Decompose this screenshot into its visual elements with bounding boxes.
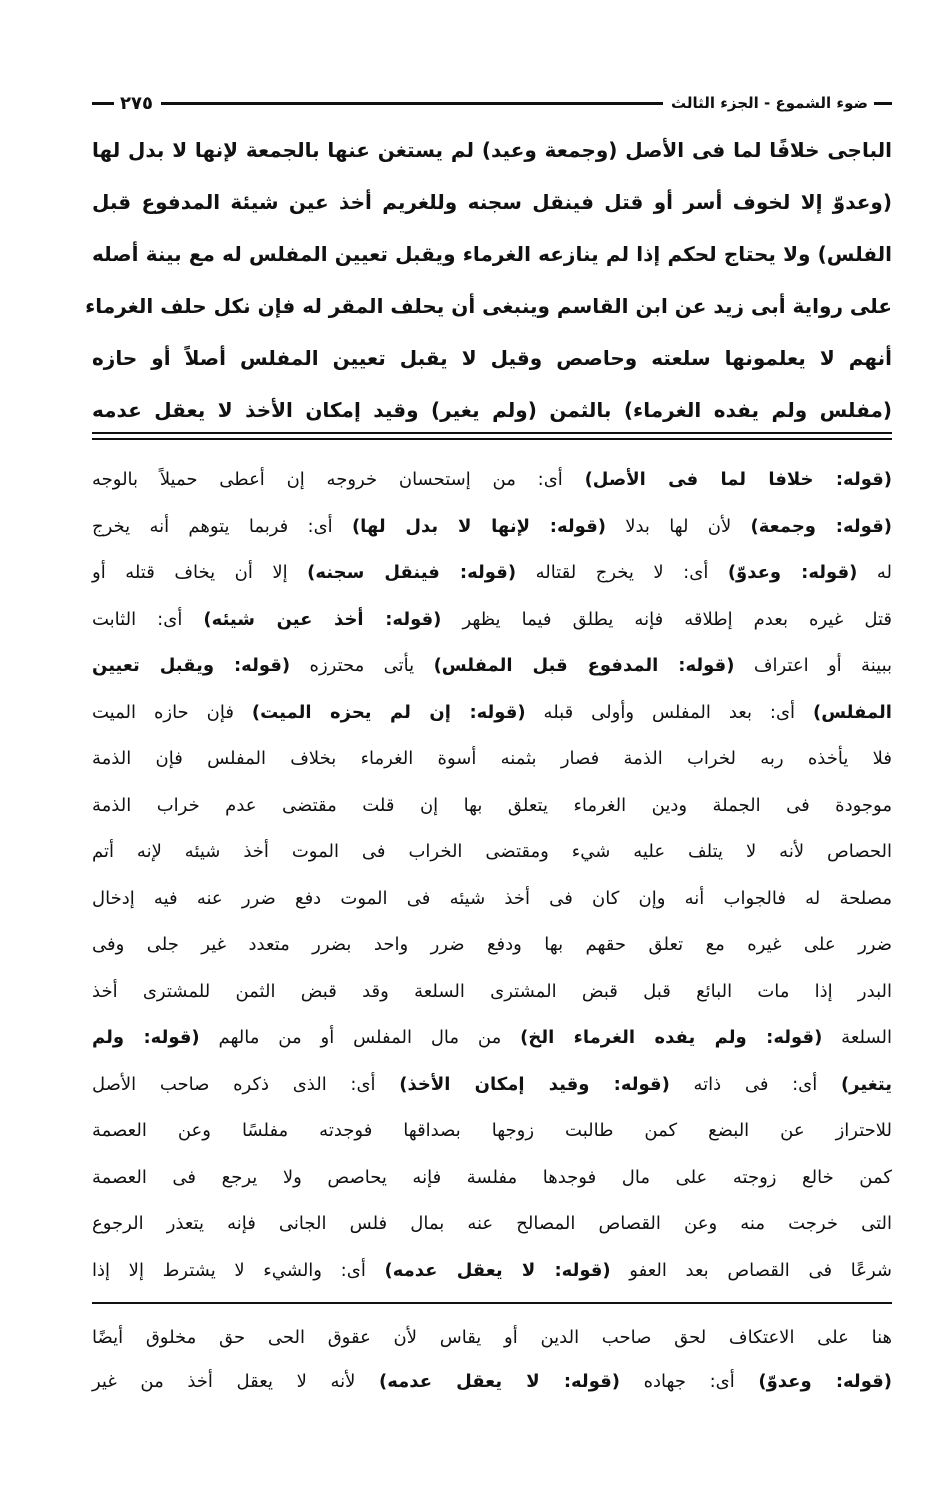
text-segment: فلا يأخذه ربه لخراب الذمة فصار بثمنه أسوة الغرماء بخلاف المفلس فإن الذمة	[92, 748, 892, 769]
quoted-term: (قوله: إن لم يحزه الميت)	[251, 701, 526, 723]
text-segment: أى: الذى ذكره صاحب الأصل	[92, 1073, 400, 1095]
quoted-term: (قوله: فينقل سجنه)	[307, 562, 517, 583]
quoted-term: (قوله: خلافا لما فى الأصل)	[584, 469, 893, 490]
text-line	[92, 697, 892, 744]
text-line	[92, 836, 892, 883]
text-line	[92, 464, 892, 511]
header-rule-start	[874, 102, 892, 105]
text-segment: كمن خالع زوجته على مال فوجدها مفلسة فإنه يحاصص ولا يرجع فى العصمة	[92, 1166, 892, 1188]
text-line	[92, 1069, 892, 1116]
quoted-term: (قوله: وجمعة)	[750, 515, 892, 537]
quoted-term: (قوله: ولم	[92, 1027, 200, 1048]
text-line	[92, 650, 892, 697]
text-line	[92, 883, 892, 930]
quoted-term: (قوله: وعدوّ)	[758, 1371, 892, 1392]
quoted-term: (قوله: لا يعقل عدمه)	[384, 1259, 611, 1281]
text-segment: الحصاص لأنه لا يتلف عليه شيء ومقتضى الخراب فى الموت أخذ شيئه لإنه أتم	[92, 841, 892, 862]
footnote-text	[92, 1322, 892, 1410]
header-rule-end	[92, 102, 114, 105]
text-line	[92, 604, 892, 651]
text-segment: لأن لها بدلا	[605, 515, 751, 537]
text-segment: الفلس) ولا يحتاج لحكم إذا لم ينازعه الغرماء ويقبل تعيين المفلس له مع بينة أصله	[92, 242, 892, 266]
text-segment: أى: لا يخرج لقتاله	[516, 562, 728, 583]
quoted-term: (قوله: ولم يفده الغرماء الخ)	[520, 1027, 823, 1048]
text-line	[92, 511, 892, 558]
text-segment: (وعدوّ إلا لخوف أسر أو قتل فينقل سجنه وللغريم أخذ عين شيئة المدفوع قبل	[92, 190, 892, 214]
text-segment: على رواية أبى زيد عن ابن القاسم وينبغى أن يحلف المقر له فإن نكل حلف الغرماء	[85, 294, 892, 318]
text-segment: أى: من إستحسان خروجه إن أعطى حميلاً بالوجه	[92, 469, 585, 490]
quoted-term: (قوله: المدفوع قبل المفلس)	[433, 655, 735, 676]
text-line	[92, 134, 892, 186]
text-segment: (مفلس ولم يفده الغرماء) بالثمن (ولم يغير) وقيد إمكان الأخذ لا يعقل عدمه	[92, 398, 892, 422]
quoted-term: المفلس)	[813, 701, 892, 723]
text-segment: أى: بعد المفلس وأولى قبله	[525, 701, 813, 723]
text-segment: أى: والشيء لا يشترط إلا إذا	[92, 1259, 385, 1281]
text-segment: الباجى خلافًا لما فى الأصل (وجمعة وعيد) لم يستغن عنها بالجمعة لإنها لا بدل لها	[92, 138, 892, 162]
text-segment: ببينة أو اعتراف	[734, 655, 893, 676]
text-segment: للاحتراز عن البضع كمن طالبت زوجها بصداقها فوجدته مفلسًا وعن العصمة	[92, 1120, 892, 1141]
text-segment: أى: جهاده	[620, 1371, 759, 1392]
text-segment: ضرر على غيره مع تعلق حقهم بها ودفع ضرر واحد بضرر متعدد غير جلى وفى	[92, 934, 892, 955]
text-line	[92, 1022, 892, 1069]
header-rule	[161, 102, 663, 105]
text-line	[92, 238, 892, 290]
text-segment: أنهم لا يعلمونها سلعته وحاصص وقيل لا يقبل تعيين المفلس أصلاً أو حازه	[92, 346, 892, 370]
text-line	[92, 186, 892, 238]
text-segment: هنا على الاعتكاف لحق صاحب الدين أو يقاس لأن عقوق الحى حق مخلوق أيضًا	[92, 1327, 892, 1348]
text-line	[85, 290, 892, 342]
text-segment: يأتى محترزه	[290, 655, 434, 676]
text-segment: مصلحة له فالجواب أنه وإن كان فى أخذ شيئه فى الموت دفع ضرر عنه فيه إدخال	[92, 887, 892, 909]
quoted-term: (قوله: وقيد إمكان الأخذ)	[399, 1073, 670, 1095]
page-number: ٢٧٥	[120, 92, 153, 114]
text-line	[92, 1366, 892, 1410]
quoted-term: (قوله: لإنها لا بدل لها)	[351, 515, 606, 537]
text-segment: أى: فى ذاته	[669, 1073, 841, 1095]
quoted-term: (قوله: ويقبل تعيين	[92, 655, 291, 676]
text-line	[92, 790, 892, 837]
text-segment: أى: الثابت	[92, 608, 204, 630]
text-segment: موجودة فى الجملة ودين الغرماء يتعلق بها إن قلت مقتضى عدم خراب الذمة	[92, 794, 892, 816]
running-header	[92, 88, 892, 118]
text-line	[92, 1115, 892, 1162]
quoted-term: يتغير)	[840, 1073, 892, 1095]
text-line	[92, 342, 892, 394]
text-line	[92, 1162, 892, 1209]
text-line	[92, 976, 892, 1023]
text-segment: البدر إذا مات البائع قبل قبض المشترى السلعة وقد قبض الثمن للمشترى أخذ	[92, 980, 892, 1002]
text-segment: لأنه لا يعقل أخذ من غير	[92, 1371, 380, 1392]
text-line	[92, 1322, 892, 1366]
main-text	[85, 134, 892, 446]
text-line	[92, 557, 892, 604]
text-segment: من مال المفلس أو من مالهم	[199, 1027, 521, 1048]
text-line	[92, 743, 892, 790]
double-divider	[92, 432, 892, 440]
text-line	[92, 1208, 892, 1255]
text-segment: أى: فربما يتوهم أنه يخرج	[92, 515, 352, 537]
commentary-text	[92, 464, 892, 1301]
text-segment: السلعة	[822, 1027, 893, 1048]
text-segment: التى خرجت منه وعن القصاص المصالح عنه بمال فلس الجانى فإنه يتعذر الرجوع	[92, 1213, 892, 1234]
book-title: ضوء الشموع - الجزء الثالث	[670, 94, 868, 112]
text-segment: شرعًا فى القصاص بعد العفو	[610, 1259, 892, 1281]
text-line	[92, 1255, 892, 1302]
quoted-term: (قوله: وعدوّ)	[727, 562, 858, 583]
text-line	[92, 929, 892, 976]
quoted-term: (قوله: أخذ عين شيئه)	[203, 608, 442, 630]
text-segment: له	[857, 562, 892, 583]
text-segment: فإن حازه الميت	[92, 701, 252, 723]
text-segment: إلا أن يخاف قتله أو	[92, 562, 308, 583]
footnote-divider	[92, 1302, 892, 1304]
quoted-term: (قوله: لا يعقل عدمه)	[379, 1371, 620, 1392]
text-segment: قتل غيره بعدم إطلاقه فإنه يطلق فيما يظهر	[441, 608, 892, 630]
